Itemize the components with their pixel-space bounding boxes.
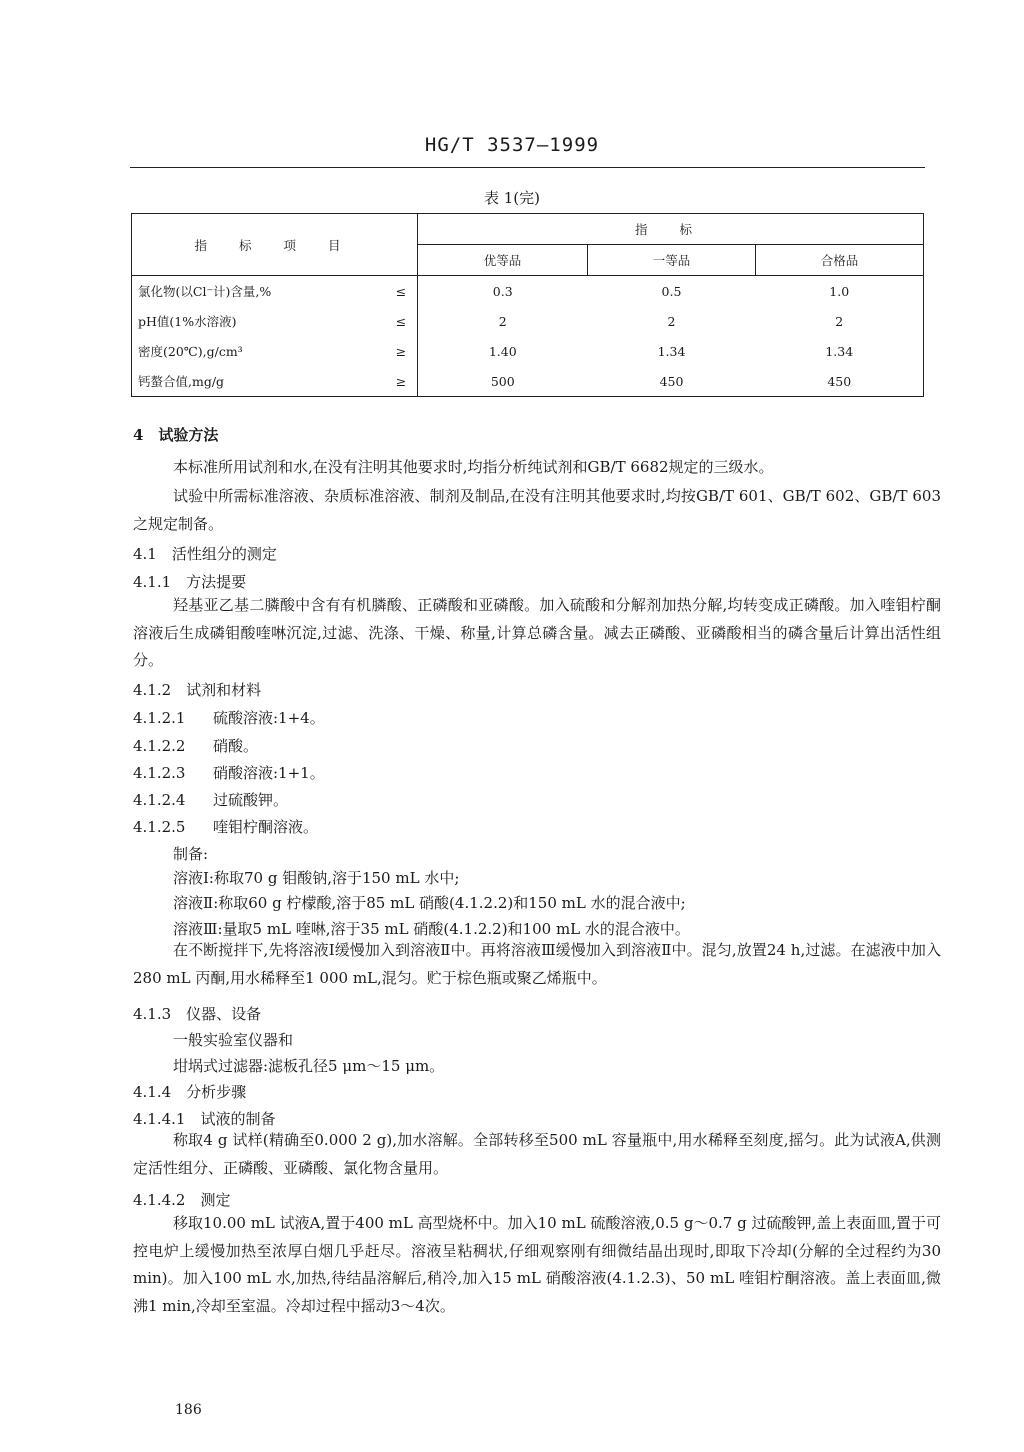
row-item: 氯化物(以Cl⁻计)含量,%	[132, 276, 386, 307]
reagent-number: 4.1.2.2	[133, 737, 186, 755]
paragraph: 试验中所需标准溶液、杂质标准溶液、制剂及制品,在没有注明其他要求时,均按GB/T 601、GB/T 602、GB/T 603之规定制备。	[133, 487, 941, 533]
solution-i: 溶液Ⅰ:称取70 g 钼酸钠,溶于150 mL 水中;	[173, 869, 460, 887]
reagent-item	[133, 762, 325, 783]
reagent-item	[133, 816, 318, 837]
row-value: 450	[756, 366, 924, 397]
equipment-line: 一般实验室仪器和	[173, 1031, 294, 1049]
header-item: 指 标 项 目	[132, 214, 418, 276]
grade-header: 优等品	[418, 245, 588, 276]
paragraph: 本标准所用试剂和水,在没有注明其他要求时,均指分析纯试剂和GB/T 6682规定的三级水。	[173, 458, 774, 476]
reagent-text: 硝酸溶液:1+1。	[213, 764, 325, 782]
section-heading-4-1-1: 4.1.1 方法提要	[133, 573, 247, 591]
reagent-text: 硫酸溶液:1+4。	[213, 709, 325, 727]
row-value: 1.34	[657, 343, 686, 359]
table-caption: 表 1(完)	[483, 189, 541, 207]
reagent-number: 4.1.2.4	[133, 791, 186, 809]
solution-iii: 溶液Ⅲ:量取5 mL 喹啉,溶于35 mL 硝酸(4.1.2.2)和100 mL 水的混合液中。	[173, 920, 690, 938]
table-header-row	[132, 214, 924, 245]
equipment-line: 坩埚式过滤器:滤板孔径5 μm～15 μm。	[173, 1057, 445, 1075]
reagent-text: 硝酸。	[213, 737, 259, 755]
reagent-item	[133, 707, 325, 728]
row-value: 0.3	[492, 283, 513, 299]
row-value: 450	[588, 366, 756, 397]
row-symbol: ≤	[385, 276, 418, 307]
row-symbol: ≥	[385, 366, 418, 397]
reagent-item	[133, 735, 258, 756]
reagent-text: 过硫酸钾。	[213, 791, 289, 809]
row-value: 0.5	[661, 283, 682, 299]
grade-header: 一等品	[588, 245, 756, 276]
table-row	[132, 336, 924, 366]
table-row	[132, 306, 924, 336]
reagent-number: 4.1.2.1	[133, 709, 186, 727]
reagent-number: 4.1.2.3	[133, 764, 186, 782]
row-item: pH值(1%水溶液)	[132, 306, 386, 336]
table-row	[132, 366, 924, 397]
section-heading-4-1-4-1: 4.1.4.1 试液的制备	[133, 1110, 276, 1128]
section-heading-4: 4 试验方法	[133, 426, 219, 444]
paragraph: 羟基亚乙基二膦酸中含有有机膦酸、正磷酸和亚磷酸。加入硫酸和分解剂加热分解,均转变成正磷酸。加入喹钼柠酮溶液后生成磷钼酸喹啉沉淀,过滤、洗涤、干燥、称量,计算总磷含量。减去正磷酸、亚磷酸相当的磷含量后计算出活性组分。	[133, 596, 941, 669]
row-item: 钙螯合值,mg/g	[132, 366, 386, 397]
section-heading-4-1-4: 4.1.4 分析步骤	[133, 1083, 247, 1101]
reagent-item	[133, 789, 288, 810]
row-value: 2	[498, 313, 507, 329]
solution-ii: 溶液Ⅱ:称取60 g 柠檬酸,溶于85 mL 硝酸(4.1.2.2)和150 mL 水的混合液中;	[173, 894, 686, 912]
header-rule	[130, 167, 925, 168]
paragraph: 称取4 g 试样(精确至0.000 2 g),加水溶解。全部转移至500 mL 容量瓶中,用水稀释至刻度,摇匀。此为试液A,供测定活性组分、正磷酸、亚磷酸、氯化物含量用。	[133, 1131, 941, 1177]
row-value: 1.34	[756, 336, 924, 366]
section-heading-4-1: 4.1 活性组分的测定	[133, 545, 277, 563]
reagent-number: 4.1.2.5	[133, 818, 186, 836]
row-value: 2	[756, 306, 924, 336]
section-heading-4-1-4-2: 4.1.4.2 测定	[133, 1191, 231, 1209]
row-item: 密度(20℃),g/cm³	[132, 336, 386, 366]
section-heading-4-1-3: 4.1.3 仪器、设备	[133, 1005, 262, 1023]
prep-label: 制备:	[173, 845, 209, 863]
header-index: 指 标	[418, 214, 924, 245]
row-symbol: ≥	[385, 336, 418, 366]
section-heading-4-1-2: 4.1.2 试剂和材料	[133, 681, 262, 699]
row-value: 2	[667, 313, 676, 329]
spec-table	[131, 213, 924, 397]
paragraph: 移取10.00 mL 试液A,置于400 mL 高型烧杯中。加入10 mL 硫酸溶液,0.5 g～0.7 g 过硫酸钾,盖上表面皿,置于可控电炉上缓慢加热至浓厚白烟几乎赶尽。溶液呈粘稠状,仔细观察刚有细微结晶出现时,即取下冷却(分解的全过程约为30 min)。加入100 mL 水,加热,待结晶溶解后,稍冷,加入15 mL 硝酸溶液(4.1.2.3)、50 mL 喹钼柠酮溶液。盖上表面皿,微沸1 min,冷却至室温。冷却过程中摇动3～4次。	[133, 1214, 941, 1315]
row-symbol: ≤	[385, 306, 418, 336]
reagent-text: 喹钼柠酮溶液。	[213, 818, 319, 836]
table-row	[132, 276, 924, 307]
standard-number: HG/T 3537—1999	[424, 134, 600, 156]
row-value: 500	[418, 366, 588, 397]
row-value: 1.0	[756, 276, 924, 307]
paragraph: 在不断搅拌下,先将溶液Ⅰ缓慢加入到溶液Ⅱ中。再将溶液Ⅲ缓慢加入到溶液Ⅱ中。混匀,放置24 h,过滤。在滤液中加入280 mL 丙酮,用水稀释至1 000 mL,混匀。贮于棕色瓶或聚乙烯瓶中。	[133, 941, 941, 987]
grade-header: 合格品	[756, 245, 924, 276]
row-value: 1.40	[488, 343, 517, 359]
page-number: 186	[175, 1402, 202, 1418]
